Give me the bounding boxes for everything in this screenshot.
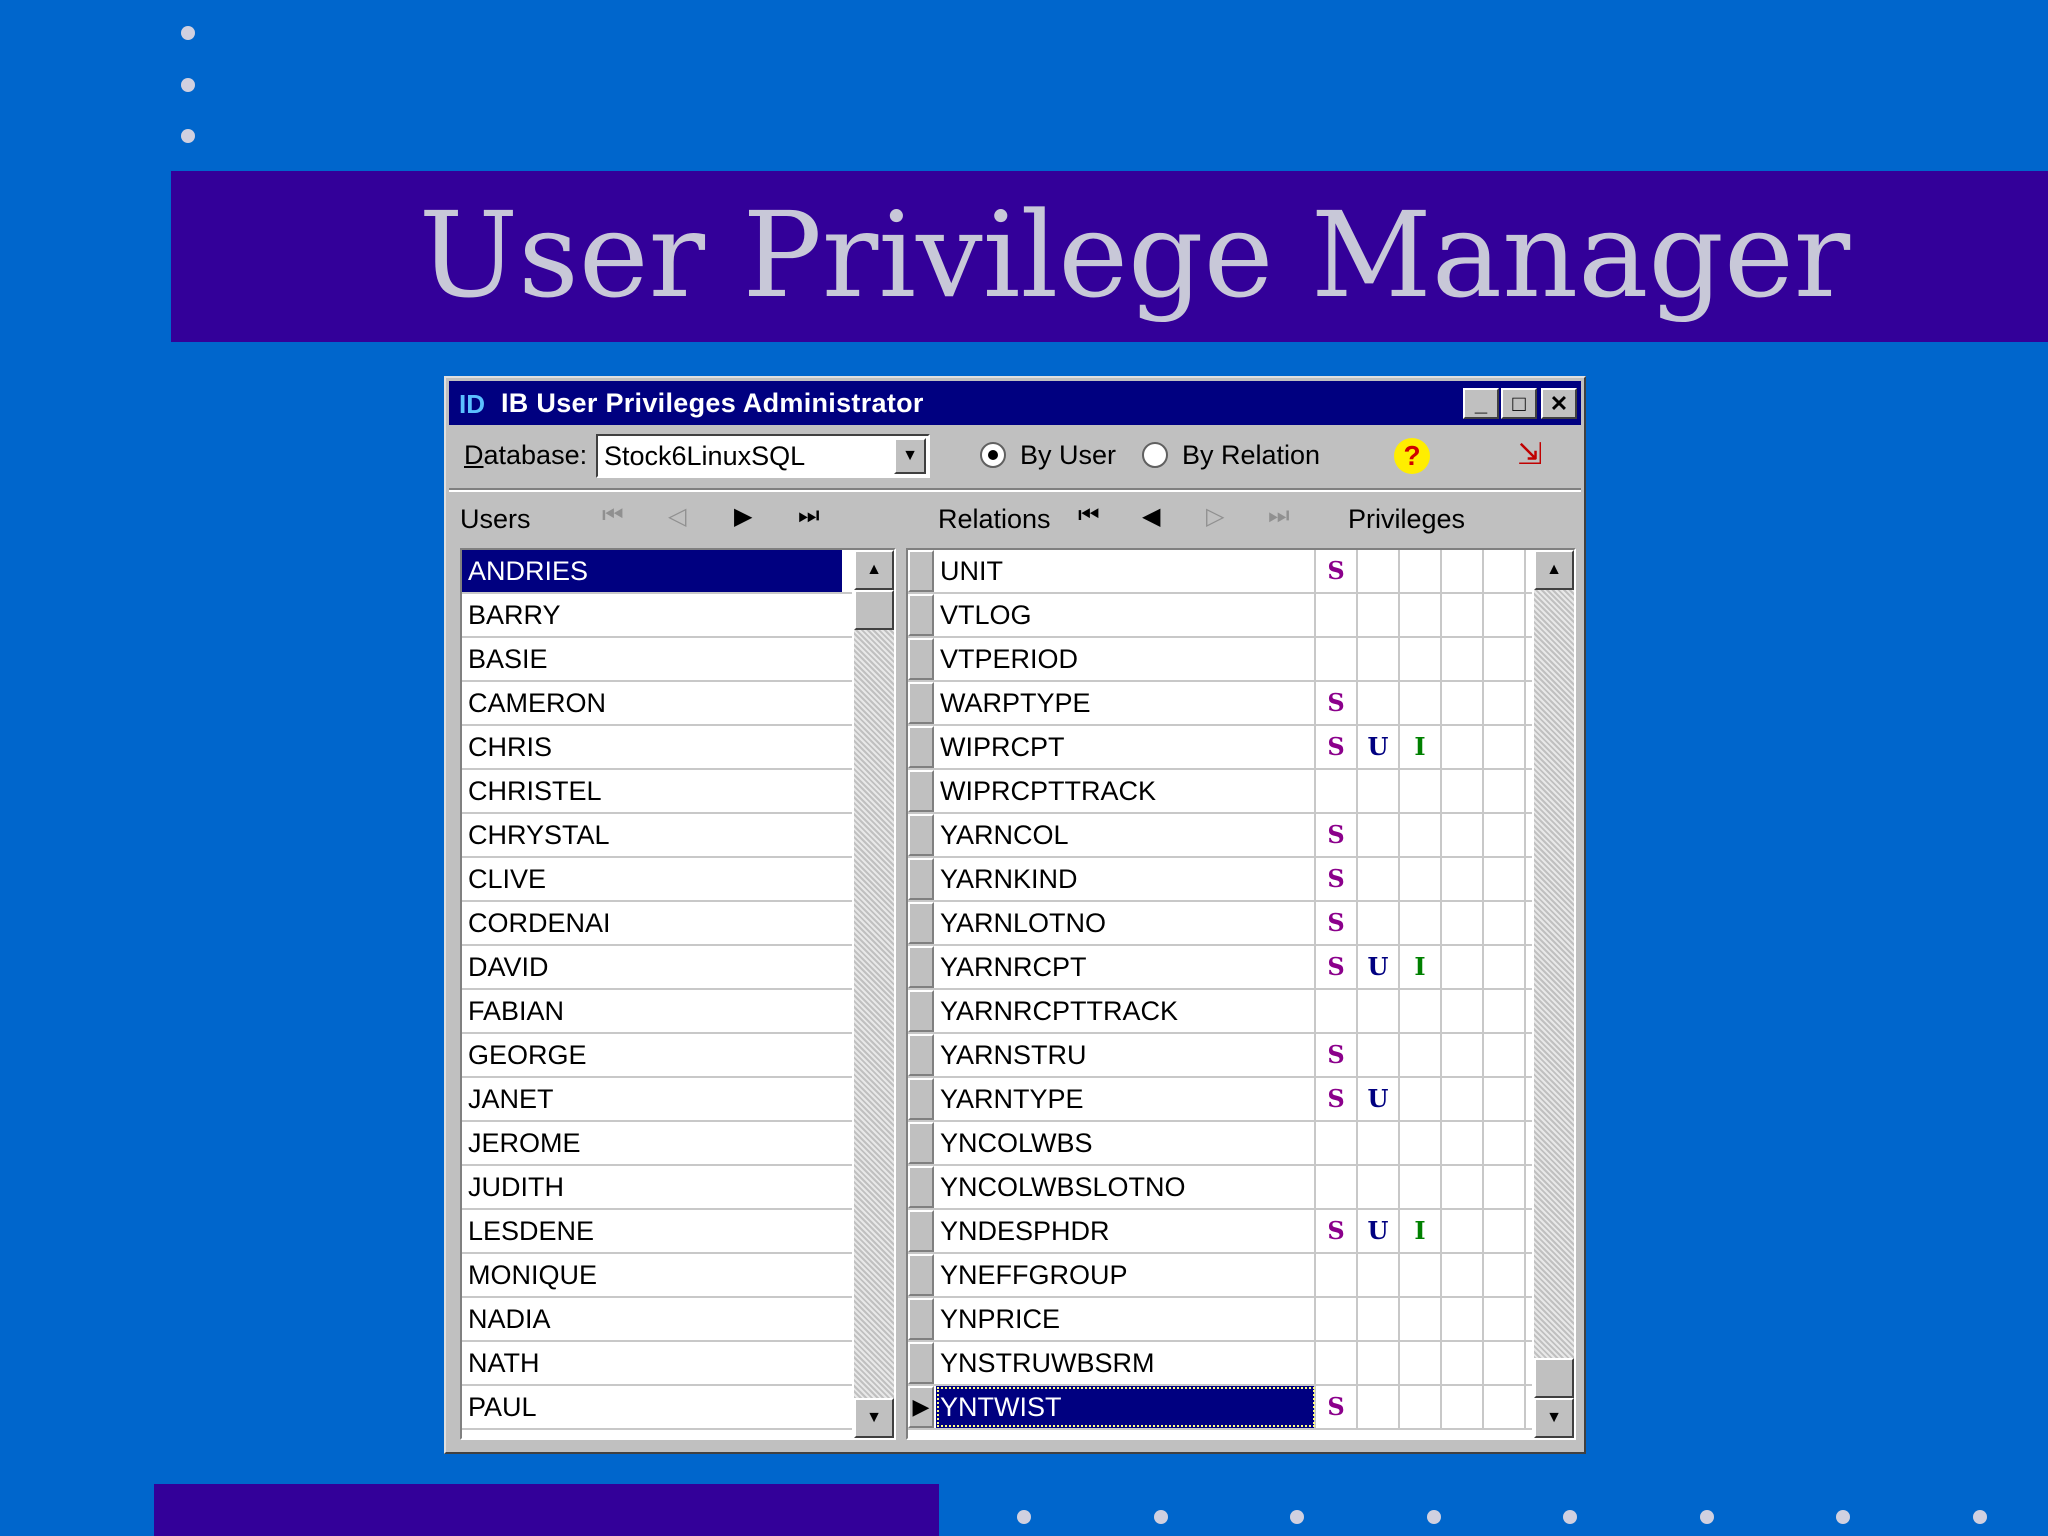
- user-row[interactable]: [462, 1254, 852, 1298]
- privilege-cell[interactable]: [1400, 1034, 1442, 1076]
- privilege-cell[interactable]: [1358, 1166, 1400, 1208]
- relation-name: WIPRCPTTRACK: [936, 770, 1316, 812]
- privilege-cell[interactable]: [1442, 1386, 1484, 1428]
- privilege-cell[interactable]: [1484, 550, 1526, 592]
- relation-row[interactable]: [908, 770, 1532, 814]
- user-row[interactable]: [462, 770, 852, 814]
- user-name: BARRY: [468, 600, 561, 630]
- privilege-cell[interactable]: [1442, 726, 1484, 768]
- relation-name: YARNCOL: [936, 814, 1316, 856]
- database-select[interactable]: [596, 434, 930, 478]
- privilege-cell[interactable]: [1442, 814, 1484, 856]
- privilege-cell[interactable]: [1442, 1210, 1484, 1252]
- users-first-icon[interactable]: ⏮: [602, 502, 624, 529]
- privilege-cell[interactable]: [1484, 682, 1526, 724]
- relation-row[interactable]: [908, 1254, 1532, 1298]
- privilege-cell[interactable]: [1484, 1342, 1526, 1384]
- privilege-cell[interactable]: [1484, 1166, 1526, 1208]
- relation-row[interactable]: [908, 1166, 1532, 1210]
- privilege-cell[interactable]: S: [1316, 1210, 1358, 1252]
- relations-scroll-thumb[interactable]: [1534, 1358, 1574, 1398]
- privilege-cell[interactable]: S: [1316, 1386, 1358, 1428]
- privilege-cell[interactable]: [1484, 1210, 1526, 1252]
- user-row[interactable]: [462, 638, 852, 682]
- relation-name: VTPERIOD: [936, 638, 1316, 680]
- row-indicator[interactable]: [908, 1210, 934, 1252]
- privilege-cell[interactable]: [1442, 770, 1484, 812]
- privilege-cell[interactable]: [1442, 902, 1484, 944]
- relation-row[interactable]: [908, 902, 1532, 946]
- relation-name: YARNKIND: [936, 858, 1316, 900]
- relation-name: YNCOLWBS: [936, 1122, 1316, 1164]
- relations-last-icon[interactable]: ⏭: [1268, 502, 1290, 529]
- user-row[interactable]: [462, 1210, 852, 1254]
- privilege-cell[interactable]: [1484, 902, 1526, 944]
- chevron-down-icon[interactable]: ▼: [894, 438, 926, 474]
- privilege-cell[interactable]: [1400, 990, 1442, 1032]
- window-title: IB User Privileges Administrator: [501, 388, 924, 418]
- row-indicator[interactable]: [908, 902, 934, 944]
- privilege-cell[interactable]: [1358, 1342, 1400, 1384]
- privilege-cell[interactable]: [1442, 1034, 1484, 1076]
- users-prev-icon[interactable]: ◁: [668, 503, 687, 530]
- privilege-cell[interactable]: [1442, 1298, 1484, 1340]
- privilege-cell[interactable]: [1316, 1342, 1358, 1384]
- privilege-cell[interactable]: [1316, 1298, 1358, 1340]
- privilege-cell[interactable]: [1316, 770, 1358, 812]
- user-row[interactable]: [462, 1342, 852, 1386]
- users-scroll-thumb[interactable]: [854, 590, 894, 630]
- relation-row[interactable]: [908, 814, 1532, 858]
- privilege-cell[interactable]: [1442, 990, 1484, 1032]
- relation-row[interactable]: [908, 1078, 1532, 1122]
- relations-prev-icon[interactable]: ◀: [1142, 503, 1161, 530]
- radio-selected-dot: [988, 450, 998, 460]
- row-indicator[interactable]: [908, 1298, 934, 1340]
- relation-name: YNPRICE: [936, 1298, 1316, 1340]
- privilege-cell[interactable]: S: [1316, 814, 1358, 856]
- database-label-text: atabase:: [483, 440, 588, 470]
- privilege-cell[interactable]: S: [1316, 858, 1358, 900]
- by-relation-radio[interactable]: [1142, 442, 1168, 468]
- privilege-cell[interactable]: [1442, 1078, 1484, 1120]
- relation-name: YNSTRUWBSRM: [936, 1342, 1316, 1384]
- privilege-cell[interactable]: [1358, 814, 1400, 856]
- relation-name: YNDESPHDR: [936, 1210, 1316, 1252]
- user-name: JANET: [468, 1084, 554, 1114]
- database-select-value: Stock6LinuxSQL: [604, 441, 806, 471]
- user-name: FABIAN: [468, 996, 565, 1026]
- user-name: CHRISTEL: [468, 776, 602, 806]
- row-indicator[interactable]: [908, 1034, 934, 1076]
- relation-row[interactable]: [908, 946, 1532, 990]
- privilege-cell[interactable]: [1484, 858, 1526, 900]
- row-indicator[interactable]: [908, 594, 934, 636]
- footer-dot: [1290, 1510, 1304, 1524]
- relation-name: YARNRCPT: [936, 946, 1316, 988]
- row-indicator[interactable]: [908, 638, 934, 680]
- privilege-cell[interactable]: [1400, 594, 1442, 636]
- relation-name: VTLOG: [936, 594, 1316, 636]
- footer-dot: [1017, 1510, 1031, 1524]
- close-button[interactable]: ✕: [1541, 388, 1577, 419]
- privilege-cell[interactable]: [1484, 1034, 1526, 1076]
- privilege-cell[interactable]: [1400, 550, 1442, 592]
- privilege-cell[interactable]: [1400, 814, 1442, 856]
- user-name: MONIQUE: [468, 1260, 598, 1290]
- user-row[interactable]: [462, 1122, 852, 1166]
- privilege-cell[interactable]: [1358, 858, 1400, 900]
- user-name: JUDITH: [468, 1172, 564, 1202]
- privilege-cell[interactable]: [1400, 1386, 1442, 1428]
- relation-row[interactable]: [908, 1298, 1532, 1342]
- relation-row[interactable]: [908, 1386, 1532, 1430]
- title-bar[interactable]: [449, 381, 1581, 425]
- privilege-cell[interactable]: [1442, 858, 1484, 900]
- user-name: CORDENAI: [468, 908, 611, 938]
- user-row[interactable]: [462, 726, 852, 770]
- user-name: BASIE: [468, 644, 548, 674]
- privilege-cell[interactable]: [1442, 1342, 1484, 1384]
- privilege-cell[interactable]: [1400, 858, 1442, 900]
- privilege-cell[interactable]: [1484, 594, 1526, 636]
- user-name: CHRYSTAL: [468, 820, 610, 850]
- bullet-dot: [181, 129, 195, 143]
- privilege-cell[interactable]: [1400, 1298, 1442, 1340]
- user-name: NADIA: [468, 1304, 551, 1334]
- privileges-window: [444, 376, 1586, 1454]
- bullet-dot: [181, 26, 195, 40]
- row-indicator[interactable]: [908, 770, 934, 812]
- privilege-cell[interactable]: [1400, 770, 1442, 812]
- privilege-cell[interactable]: S: [1316, 1078, 1358, 1120]
- privilege-cell[interactable]: U: [1358, 1210, 1400, 1252]
- app-icon: ID: [459, 389, 485, 419]
- relation-row[interactable]: [908, 726, 1532, 770]
- user-name: CLIVE: [468, 864, 547, 894]
- row-indicator[interactable]: [908, 682, 934, 724]
- relation-name: YARNLOTNO: [936, 902, 1316, 944]
- privilege-cell[interactable]: [1484, 1298, 1526, 1340]
- help-icon[interactable]: ?: [1394, 438, 1430, 474]
- users-next-icon[interactable]: ▶: [734, 503, 753, 530]
- user-name: JEROME: [468, 1128, 581, 1158]
- privilege-cell[interactable]: [1358, 682, 1400, 724]
- user-row[interactable]: [462, 814, 852, 858]
- privilege-cell[interactable]: [1358, 990, 1400, 1032]
- privilege-cell[interactable]: [1358, 550, 1400, 592]
- privilege-cell[interactable]: [1358, 638, 1400, 680]
- privilege-cell[interactable]: [1358, 1254, 1400, 1296]
- privilege-cell[interactable]: [1358, 902, 1400, 944]
- by-user-label[interactable]: By User: [1020, 440, 1117, 470]
- privilege-cell[interactable]: [1484, 1078, 1526, 1120]
- relation-row[interactable]: [908, 990, 1532, 1034]
- relation-row[interactable]: [908, 682, 1532, 726]
- privilege-cell[interactable]: [1442, 550, 1484, 592]
- database-label: [464, 440, 587, 471]
- relation-name: YNEFFGROUP: [936, 1254, 1316, 1296]
- user-row[interactable]: [462, 1034, 852, 1078]
- privilege-cell[interactable]: [1358, 770, 1400, 812]
- privilege-cell[interactable]: [1484, 1386, 1526, 1428]
- privilege-cell[interactable]: S: [1316, 1034, 1358, 1076]
- footer-band: [154, 1484, 939, 1536]
- row-indicator[interactable]: [908, 990, 934, 1032]
- privilege-cell[interactable]: [1442, 682, 1484, 724]
- user-name: ANDRIES: [462, 550, 842, 592]
- privilege-cell[interactable]: [1400, 1166, 1442, 1208]
- by-user-radio[interactable]: [980, 442, 1006, 468]
- row-indicator[interactable]: [908, 726, 934, 768]
- scroll-up-icon[interactable]: ▲: [854, 550, 894, 590]
- privilege-cell[interactable]: [1442, 594, 1484, 636]
- relation-row[interactable]: [908, 1342, 1532, 1386]
- privilege-cell[interactable]: [1316, 1254, 1358, 1296]
- by-relation-label[interactable]: By Relation: [1182, 440, 1321, 470]
- privileges-label: Privileges: [1348, 504, 1466, 534]
- relation-name: WARPTYPE: [936, 682, 1316, 724]
- user-name: CAMERON: [468, 688, 607, 718]
- privilege-cell[interactable]: [1358, 1122, 1400, 1164]
- privilege-cell[interactable]: U: [1358, 1078, 1400, 1120]
- users-last-icon[interactable]: ⏭: [798, 502, 820, 529]
- privilege-cell[interactable]: S: [1316, 946, 1358, 988]
- relation-name: UNIT: [936, 550, 1316, 592]
- user-row[interactable]: [462, 990, 852, 1034]
- users-label: Users: [460, 504, 531, 534]
- footer-dot: [1836, 1510, 1850, 1524]
- relation-row[interactable]: [908, 594, 1532, 638]
- database-label-accelerator: D: [464, 440, 484, 470]
- privilege-cell[interactable]: [1316, 1122, 1358, 1164]
- user-name: DAVID: [468, 952, 549, 982]
- privilege-cell[interactable]: [1400, 902, 1442, 944]
- footer-dot: [1973, 1510, 1987, 1524]
- privilege-cell[interactable]: [1484, 1122, 1526, 1164]
- privilege-cell[interactable]: [1400, 1254, 1442, 1296]
- privilege-cell[interactable]: [1358, 1034, 1400, 1076]
- privilege-cell[interactable]: I: [1400, 726, 1442, 768]
- relation-row[interactable]: [908, 1034, 1532, 1078]
- privilege-cell[interactable]: [1484, 770, 1526, 812]
- user-row[interactable]: [462, 594, 852, 638]
- privilege-cell[interactable]: [1400, 638, 1442, 680]
- privilege-cell[interactable]: [1316, 638, 1358, 680]
- users-list: [460, 548, 896, 1440]
- privilege-cell[interactable]: [1484, 638, 1526, 680]
- footer-dot: [1154, 1510, 1168, 1524]
- scroll-down-icon[interactable]: ▼: [854, 1398, 894, 1438]
- relation-name: WIPRCPT: [936, 726, 1316, 768]
- user-row[interactable]: [462, 902, 852, 946]
- exit-door-icon[interactable]: ⇲: [1517, 438, 1543, 471]
- footer-dot: [1563, 1510, 1577, 1524]
- user-row[interactable]: [462, 946, 852, 990]
- user-row[interactable]: [462, 1298, 852, 1342]
- privilege-cell[interactable]: U: [1358, 946, 1400, 988]
- relation-row[interactable]: [908, 1210, 1532, 1254]
- user-row[interactable]: [462, 682, 852, 726]
- row-indicator[interactable]: [908, 1166, 934, 1208]
- privilege-cell[interactable]: [1316, 990, 1358, 1032]
- user-name: PAUL: [468, 1392, 537, 1422]
- privilege-cell[interactable]: S: [1316, 682, 1358, 724]
- privilege-cell[interactable]: [1484, 814, 1526, 856]
- user-name: GEORGE: [468, 1040, 587, 1070]
- privilege-cell[interactable]: [1400, 1078, 1442, 1120]
- row-indicator[interactable]: ▶: [908, 1386, 934, 1428]
- privilege-cell[interactable]: [1484, 946, 1526, 988]
- footer-dot: [1700, 1510, 1714, 1524]
- relation-row[interactable]: [908, 638, 1532, 682]
- relation-row[interactable]: [908, 550, 1532, 594]
- scroll-up-icon[interactable]: ▲: [1534, 550, 1574, 590]
- user-name: CHRIS: [468, 732, 553, 762]
- relation-name: YNTWIST: [936, 1386, 1316, 1428]
- relation-name: YARNTYPE: [936, 1078, 1316, 1120]
- user-name: LESDENE: [468, 1216, 595, 1246]
- privilege-cell[interactable]: I: [1400, 1210, 1442, 1252]
- footer-dot: [1427, 1510, 1441, 1524]
- privilege-cell[interactable]: S: [1316, 902, 1358, 944]
- user-row[interactable]: [462, 1386, 852, 1430]
- privilege-cell[interactable]: [1358, 594, 1400, 636]
- bullet-dot: [181, 78, 195, 92]
- relations-scrollbar[interactable]: [1534, 550, 1574, 1438]
- privilege-cell[interactable]: [1442, 946, 1484, 988]
- relation-name: YNCOLWBSLOTNO: [936, 1166, 1316, 1208]
- toolbar-divider: [449, 488, 1581, 492]
- row-indicator[interactable]: [908, 550, 934, 592]
- privilege-cell[interactable]: [1316, 594, 1358, 636]
- relations-label: Relations: [938, 504, 1051, 534]
- relation-row[interactable]: [908, 858, 1532, 902]
- row-indicator[interactable]: [908, 858, 934, 900]
- privilege-cell[interactable]: [1442, 1122, 1484, 1164]
- relation-name: YARNSTRU: [936, 1034, 1316, 1076]
- row-indicator[interactable]: [908, 946, 934, 988]
- privilege-cell[interactable]: [1484, 990, 1526, 1032]
- privilege-cell[interactable]: S: [1316, 726, 1358, 768]
- relations-first-icon[interactable]: ⏮: [1078, 502, 1100, 529]
- privilege-cell[interactable]: U: [1358, 726, 1400, 768]
- privilege-cell[interactable]: [1442, 638, 1484, 680]
- relations-grid: [906, 548, 1576, 1440]
- users-scrollbar[interactable]: [854, 550, 894, 1438]
- privilege-cell[interactable]: [1442, 1166, 1484, 1208]
- scroll-down-icon[interactable]: ▼: [1534, 1398, 1574, 1438]
- privilege-cell[interactable]: [1484, 726, 1526, 768]
- maximize-button[interactable]: □: [1501, 388, 1537, 419]
- row-indicator[interactable]: [908, 1254, 934, 1296]
- privilege-cell[interactable]: [1484, 1254, 1526, 1296]
- relation-row[interactable]: [908, 1122, 1532, 1166]
- user-name: NATH: [468, 1348, 540, 1378]
- privilege-cell[interactable]: [1358, 1298, 1400, 1340]
- row-indicator[interactable]: [908, 1078, 934, 1120]
- minimize-button[interactable]: _: [1463, 388, 1499, 419]
- user-row[interactable]: [462, 858, 852, 902]
- slide-title: User Privilege Manager: [418, 186, 1851, 324]
- user-row[interactable]: [462, 1078, 852, 1122]
- privilege-cell[interactable]: [1316, 1166, 1358, 1208]
- privilege-cell[interactable]: [1442, 1254, 1484, 1296]
- privilege-cell[interactable]: [1400, 1342, 1442, 1384]
- title-band: [171, 171, 2048, 342]
- row-indicator[interactable]: [908, 814, 934, 856]
- user-row[interactable]: [462, 550, 852, 594]
- privilege-cell[interactable]: I: [1400, 946, 1442, 988]
- row-indicator[interactable]: [908, 1342, 934, 1384]
- privilege-cell[interactable]: S: [1316, 550, 1358, 592]
- row-indicator[interactable]: [908, 1122, 934, 1164]
- privilege-cell[interactable]: [1400, 682, 1442, 724]
- privilege-cell[interactable]: [1400, 1122, 1442, 1164]
- relations-next-icon[interactable]: ▷: [1206, 503, 1225, 530]
- privilege-cell[interactable]: [1358, 1386, 1400, 1428]
- relation-name: YARNRCPTTRACK: [936, 990, 1316, 1032]
- user-row[interactable]: [462, 1166, 852, 1210]
